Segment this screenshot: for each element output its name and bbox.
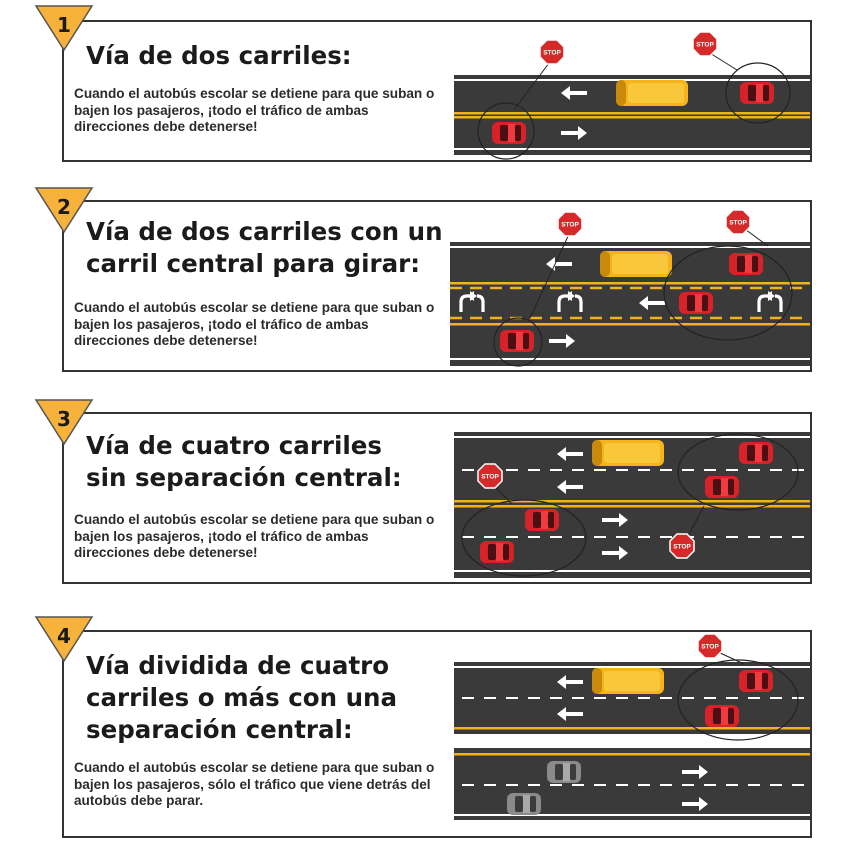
stop-sign-icon: [693, 32, 717, 56]
svg-text:STOP: STOP: [673, 543, 691, 551]
stop-sign-icon: [726, 210, 750, 234]
red-car: [525, 509, 559, 531]
red-car: [500, 330, 534, 352]
red-car: [739, 670, 773, 692]
badge-number: 2: [57, 195, 71, 219]
road-diagram: [454, 422, 810, 582]
gray-car: [547, 761, 581, 783]
svg-text:STOP: STOP: [561, 221, 579, 229]
road-diagram: [454, 632, 810, 837]
stop-sign-icon: [558, 212, 582, 236]
school-bus: [592, 440, 664, 466]
stop-sign-icon: [670, 534, 694, 558]
svg-text:STOP: STOP: [729, 219, 747, 227]
red-car: [739, 442, 773, 464]
school-bus: [600, 251, 672, 277]
svg-text:STOP: STOP: [543, 49, 561, 57]
red-car: [480, 541, 514, 563]
school-bus: [616, 80, 688, 106]
red-car: [729, 253, 763, 275]
panel-title: Vía dividida de cuatro carriles o más con una separación central:: [86, 651, 398, 744]
svg-text:STOP: STOP: [701, 643, 719, 651]
red-car: [705, 476, 739, 498]
panel-four-lane-undivided: [62, 412, 812, 584]
red-car: [705, 705, 739, 727]
stop-sign-icon: [698, 634, 722, 658]
number-badge: [34, 613, 94, 665]
road-diagram: [454, 30, 810, 160]
panel-title: Vía de cuatro carriles sin separación central:: [86, 431, 402, 492]
panel-description: Cuando el autobús escolar se detiene para que suban o bajen los pasajeros, ¡todo el tráfico de ambas direcciones debe detenerse!: [74, 512, 435, 560]
panel-two-lane: [62, 20, 812, 162]
svg-text:STOP: STOP: [481, 473, 499, 481]
school-bus: [592, 668, 664, 694]
panel-description: Cuando el autobús escolar se detiene para que suban o bajen los pasajeros, ¡todo el tráfico de ambas direcciones debe detenerse!: [74, 300, 435, 348]
number-badge: [34, 184, 94, 236]
red-car: [492, 122, 526, 144]
road-diagram: [450, 202, 810, 372]
badge-number: 4: [57, 624, 71, 648]
number-badge: [34, 396, 94, 448]
svg-text:STOP: STOP: [696, 41, 714, 49]
stop-sign-icon: [478, 464, 502, 488]
panel-title: Vía de dos carriles con un carril central para girar:: [86, 217, 443, 278]
panel-description: Cuando el autobús escolar se detiene para que suban o bajen los pasajeros, sólo el tráfico que viene detrás del autobús debe parar.: [74, 760, 435, 808]
red-car: [679, 292, 713, 314]
panel-two-lane-center-turn: [62, 200, 812, 372]
number-badge: [34, 2, 94, 54]
gray-car: [507, 793, 541, 815]
stop-sign-icon: [540, 40, 564, 64]
panel-description: Cuando el autobús escolar se detiene para que suban o bajen los pasajeros, ¡todo el tráfico de ambas direcciones debe detenerse!: [74, 86, 435, 134]
red-car: [740, 82, 774, 104]
badge-number: 1: [57, 13, 71, 37]
panel-four-lane-divided: [62, 630, 812, 838]
panel-title: Vía de dos carriles:: [86, 41, 352, 70]
badge-number: 3: [57, 407, 71, 431]
